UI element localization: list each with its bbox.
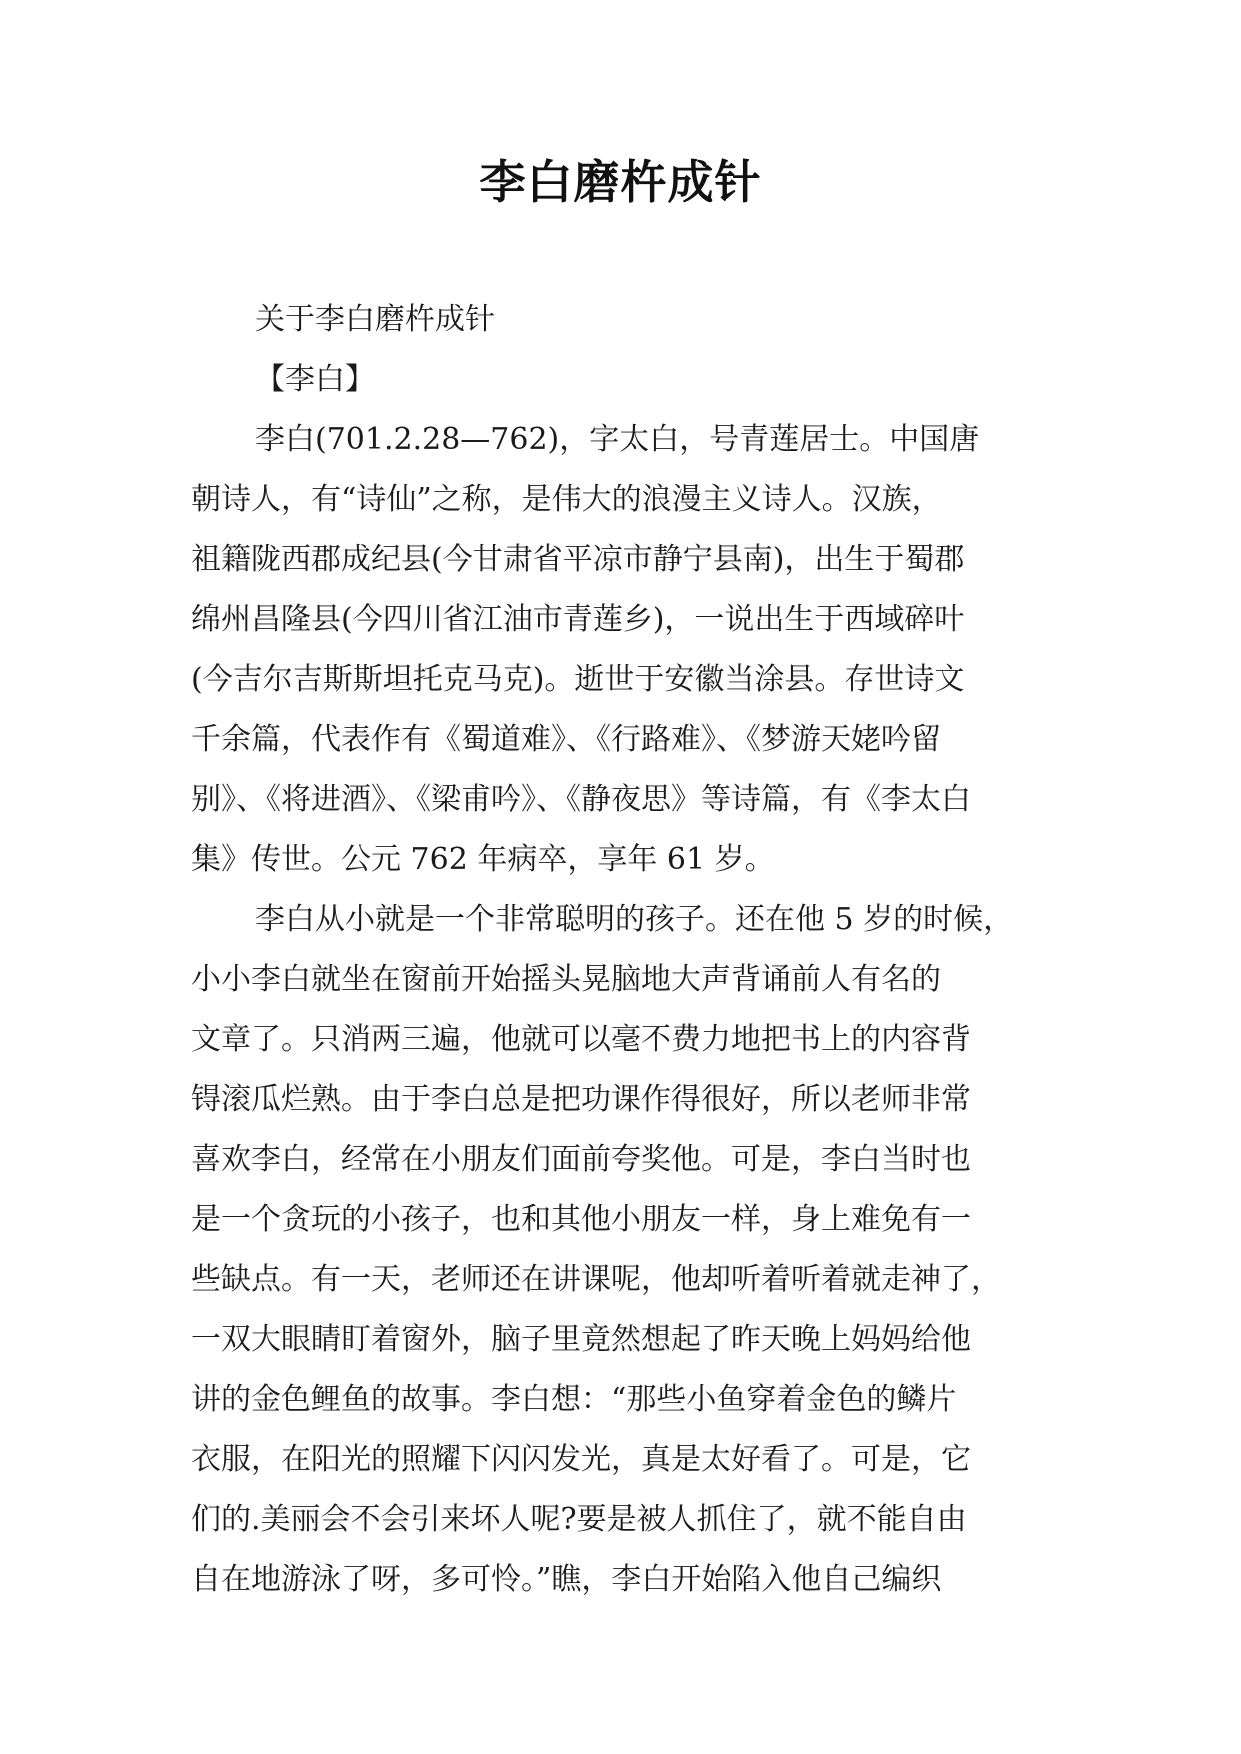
text-line: 千余篇，代表作有《蜀道难》、《行路难》、《梦游天姥吟留 — [191, 722, 941, 757]
text-line: 文章了。只消两三遍，他就可以毫不费力地把书上的内容背 — [191, 1022, 971, 1057]
text-line: 集》传世。公元 762 年病卒，享年 61 岁。 — [191, 842, 775, 877]
text-line: 【李白】 — [255, 362, 375, 397]
text-line: 小小李白就坐在窗前开始摇头晃脑地大声背诵前人有名的 — [191, 962, 941, 997]
document-title: 李白磨杵成针 — [479, 155, 762, 209]
document-body — [191, 290, 1057, 1610]
text-line: 锝滚瓜烂熟。由于李白总是把功课作得很好，所以老师非常 — [191, 1082, 971, 1117]
text-line: 讲的金色鲤鱼的故事。李白想：“那些小鱼穿着金色的鳞片 — [191, 1382, 957, 1417]
text-line: 关于李白磨杵成针 — [255, 302, 495, 337]
text-line: 喜欢李白，经常在小朋友们面前夸奖他。可是，李白当时也 — [191, 1142, 971, 1177]
text-line: (今吉尔吉斯斯坦托克马克)。逝世于安徽当涂县。存世诗文 — [191, 662, 965, 697]
text-line: 是一个贪玩的小孩子，也和其他小朋友一样，身上难免有一 — [191, 1202, 971, 1237]
text-line: 朝诗人，有“诗仙”之称，是伟大的浪漫主义诗人。汉族， — [191, 482, 942, 517]
text-line: 些缺点。有一天，老师还在讲课呢，他却听着听着就走神了， — [191, 1262, 1001, 1297]
text-line: 李白(701.2.28—762)，字太白，号青莲居士。中国唐 — [255, 422, 980, 457]
text-line: 祖籍陇西郡成纪县(今甘肃省平凉市静宁县南)，出生于蜀郡 — [191, 542, 965, 577]
text-line: 一双大眼睛盯着窗外，脑子里竟然想起了昨天晚上妈妈给他 — [191, 1322, 971, 1357]
text-line: 衣服，在阳光的照耀下闪闪发光，真是太好看了。可是，它 — [191, 1442, 971, 1477]
text-line: 绵州昌隆县(今四川省江油市青莲乡)，一说出生于西域碎叶 — [191, 602, 965, 637]
text-line: 们的.美丽会不会引来坏人呢?要是被人抓住了，就不能自由 — [191, 1502, 967, 1537]
text-line: 李白从小就是一个非常聪明的孩子。还在他 5 岁的时候， — [255, 902, 1014, 937]
text-line: 别》、《将进酒》、《梁甫吟》、《静夜思》等诗篇，有《李太白 — [191, 782, 971, 817]
text-line: 自在地游泳了呀，多可怜。”瞧，李白开始陷入他自己编织 — [191, 1562, 942, 1597]
